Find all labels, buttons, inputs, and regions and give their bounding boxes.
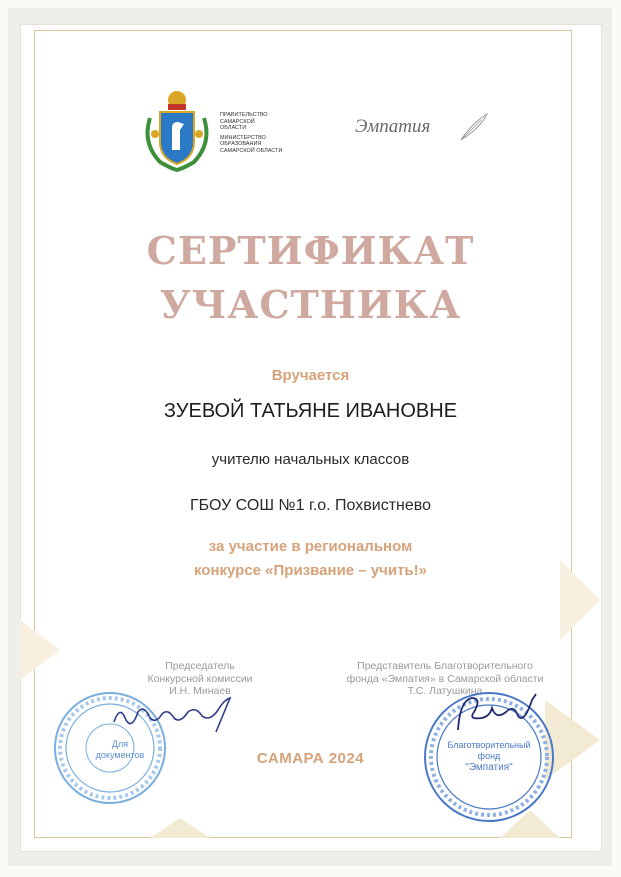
recipient-position: учителю начальных классов bbox=[211, 451, 410, 468]
city-year: САМАРА 2024 bbox=[256, 750, 365, 767]
coat-of-arms-icon bbox=[140, 88, 214, 172]
signature-left-scribble bbox=[110, 694, 238, 734]
signatory-role: Конкурсной комиссии bbox=[147, 672, 253, 685]
signatory-name: И.Н. Минаев bbox=[169, 685, 231, 697]
quill-icon bbox=[457, 110, 491, 144]
empatia-logo bbox=[355, 116, 495, 148]
signature-right-scribble bbox=[452, 690, 540, 738]
stamp-right-line: "Эмпатия" bbox=[465, 762, 513, 773]
awarded-label: Вручается bbox=[271, 367, 350, 384]
signatory-role: Председатель bbox=[165, 660, 235, 672]
recipient-school: ГБОУ СОШ №1 г.о. Похвистнево bbox=[189, 497, 431, 514]
gov-line: ПРАВИТЕЛЬСТВО bbox=[220, 112, 268, 118]
ministry-line: ОБРАЗОВАНИЯ bbox=[220, 141, 262, 147]
award-reason-line-1: за участие в региональном bbox=[208, 538, 413, 555]
stamp-right-line: фонд bbox=[477, 751, 501, 761]
gov-line: САМАРСКОЙ bbox=[220, 118, 255, 125]
ministry-line: МИНИСТЕРСТВО bbox=[220, 134, 266, 141]
recipient-name: ЗУЕВОЙ ТАТЬЯНЕ ИВАНОВНЕ bbox=[163, 400, 458, 422]
empatia-logo-text: Эмпатия bbox=[355, 116, 431, 137]
ministry-line: САМАРСКОЙ ОБЛАСТИ bbox=[220, 147, 283, 154]
signatory-name: Т.С. Латушкина bbox=[407, 685, 483, 697]
award-reason-line-2: конкурсе «Призвание – учить!» bbox=[193, 562, 427, 579]
certificate-subtitle: УЧАСТНИКА bbox=[159, 282, 462, 327]
stamp-left-line: Для bbox=[111, 739, 129, 749]
stamp-left-line: документов bbox=[95, 750, 145, 760]
certificate-title: СЕРТИФИКАТ bbox=[146, 228, 475, 273]
stamp-right-line: Благотворительный bbox=[447, 740, 531, 750]
signatory-role: фонда «Эмпатия» в Самарской области bbox=[346, 672, 544, 685]
gov-line: ОБЛАСТИ bbox=[220, 125, 247, 131]
signatory-role: Представитель Благотворительного bbox=[357, 660, 533, 672]
government-text bbox=[220, 112, 306, 154]
